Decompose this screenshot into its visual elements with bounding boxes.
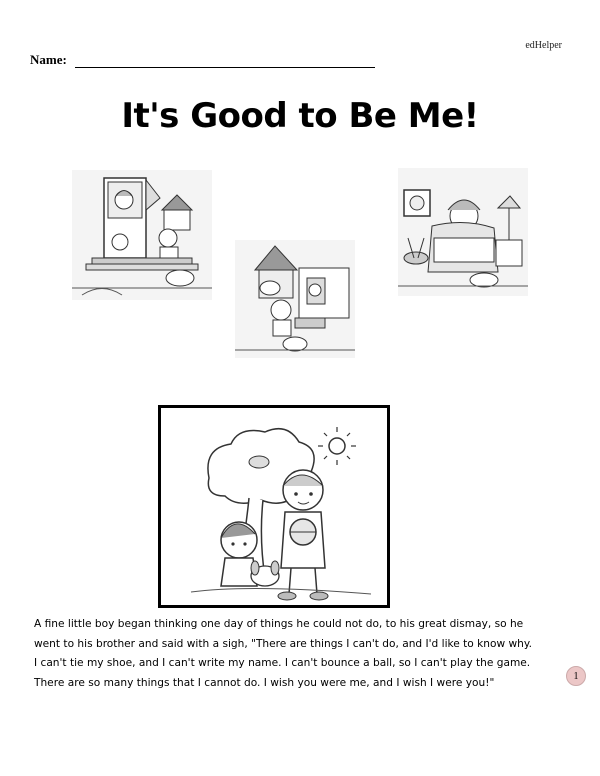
boy-playing-in-yard-scene	[235, 240, 355, 358]
story-line: A fine little boy began thinking one day of things he could not do, to his great dismay, so he	[34, 618, 524, 630]
name-underline[interactable]	[75, 55, 375, 68]
name-field	[30, 52, 375, 68]
page-number-badge: 1	[566, 666, 586, 686]
name-label: Name:	[30, 52, 67, 67]
story-line: I can't tie my shoe, and I can't write my name. I can't bounce a ball, so I can't play the game.	[34, 657, 531, 669]
page-title: It's Good to Be Me!	[121, 96, 479, 136]
boy-at-door-scene	[72, 170, 212, 300]
grandmother-knitting-scene	[398, 168, 528, 296]
story-line: There are so many things that I cannot do. I wish you were me, and I wish I were you!"	[34, 676, 495, 689]
brothers-under-tree-illustration	[158, 405, 390, 608]
story-text	[34, 615, 559, 693]
brand-label: edHelper	[525, 40, 562, 51]
story-line: went to his brother and said with a sigh, "There are things I can't do, and I'd like to know why.	[34, 637, 533, 650]
